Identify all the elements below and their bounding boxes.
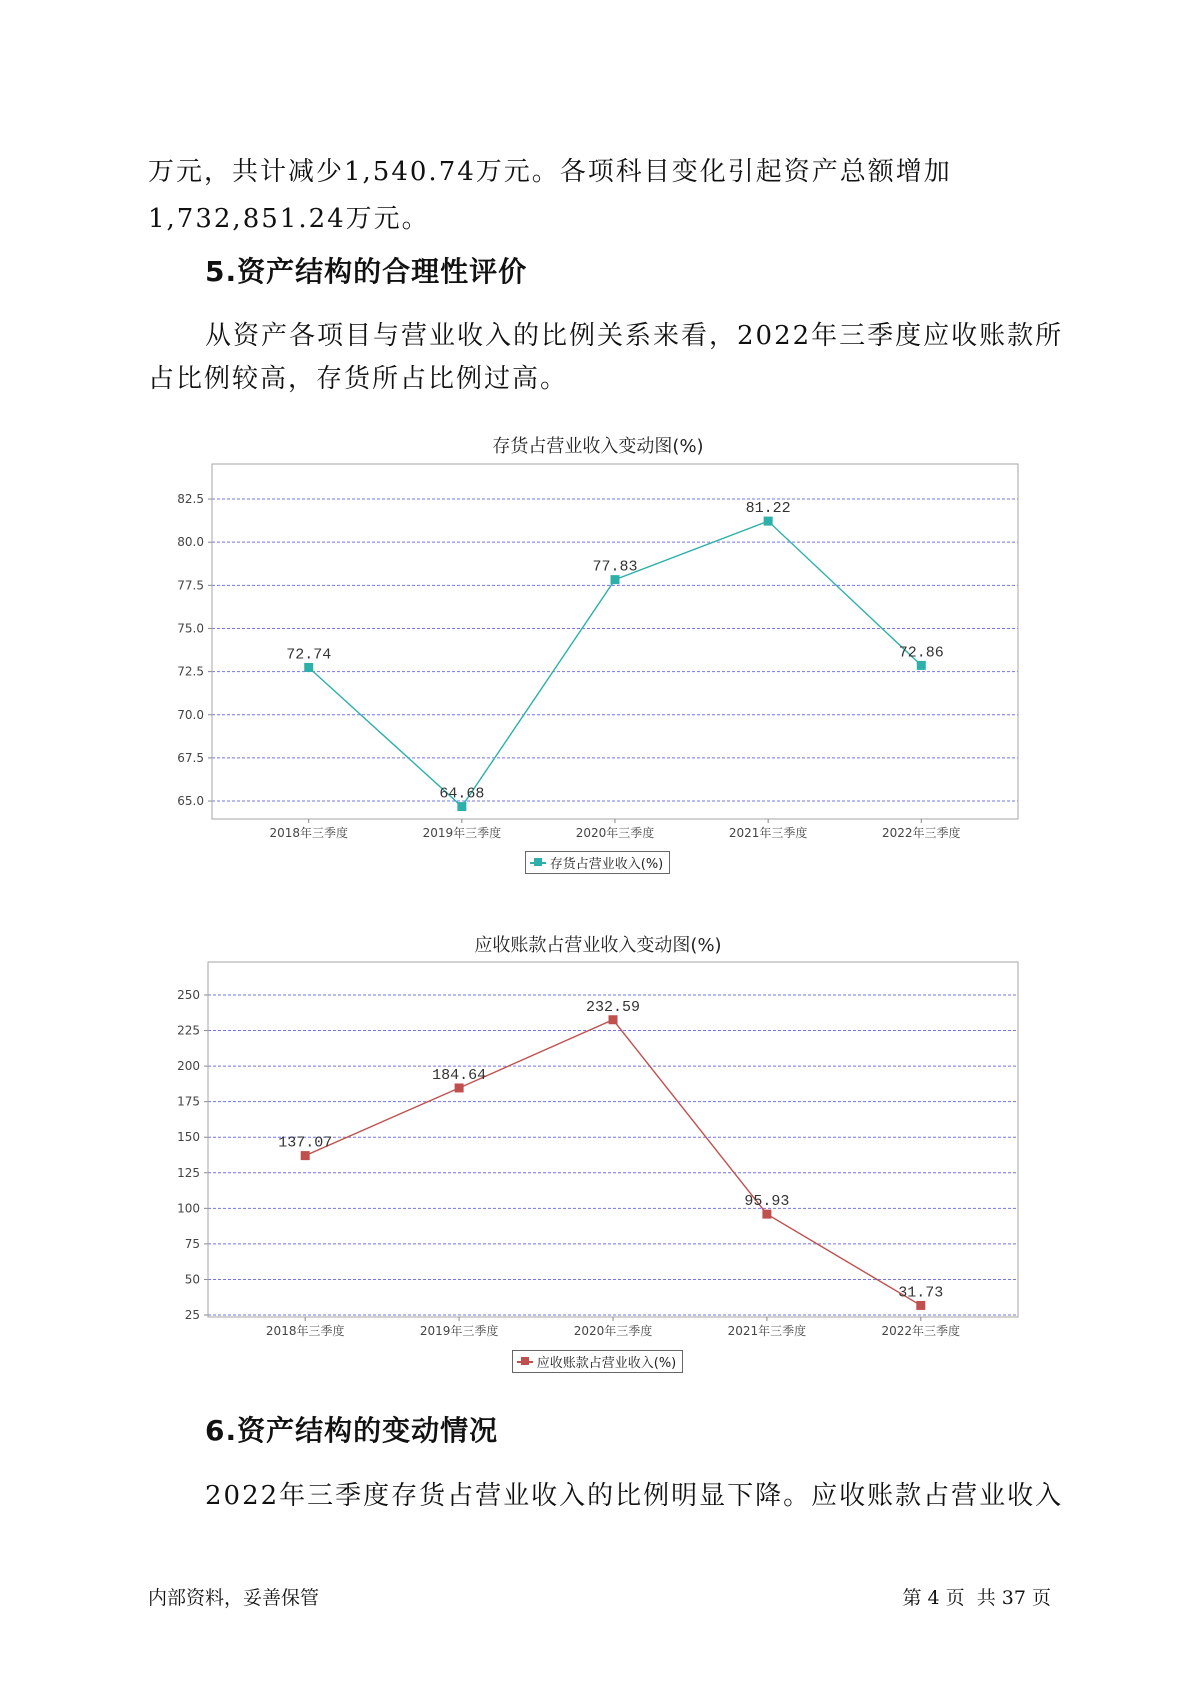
receivables-revenue-ratio-chart [0,955,1191,1345]
footer-confidential-note: 内部资料，妥善保管 [148,1587,320,1609]
data-label: 81.22 [745,500,791,518]
data-point-marker [762,1210,771,1219]
paragraph-line: 1,732,851.24万元。 [148,204,430,234]
y-tick-label: 250 [177,987,200,1002]
y-tick-label: 75 [184,1236,200,1251]
legend-square-swatch [534,858,542,866]
y-tick-label: 125 [177,1165,200,1180]
section-heading: 5.资产结构的合理性评价 [205,255,528,288]
y-tick-label: 175 [177,1094,200,1109]
data-label: 184.64 [432,1066,487,1084]
y-tick-label: 75.0 [177,621,204,636]
y-tick-label: 50 [184,1272,200,1287]
x-tick-label: 2018年三季度 [265,1324,345,1338]
x-tick-label: 2022年三季度 [881,1324,961,1338]
data-label: 31.73 [898,1284,944,1302]
data-label: 137.07 [278,1134,333,1152]
chart-title: 应收账款占营业收入变动图(%) [474,935,722,956]
x-tick-label: 2019年三季度 [422,826,502,840]
y-tick-label: 82.5 [177,492,204,507]
y-tick-label: 70.0 [177,707,204,722]
y-tick-label: 77.5 [177,578,204,593]
y-tick-label: 72.5 [177,664,204,679]
y-tick-label: 65.0 [177,794,204,809]
y-tick-label: 150 [177,1130,200,1145]
legend-square-swatch [521,1357,529,1365]
x-tick-label: 2022年三季度 [882,826,961,840]
y-tick-label: 100 [177,1201,200,1216]
legend-label: 存货占营业收入(%) [549,857,664,872]
y-tick-label: 25 [184,1308,200,1323]
x-tick-label: 2021年三季度 [727,1324,807,1338]
paragraph-line: 从资产各项目与营业收入的比例关系来看，2022年三季度应收账款所 [205,321,1064,351]
x-tick-label: 2018年三季度 [269,826,348,840]
chart-legend-wrapper [150,851,1045,874]
data-label: 64.68 [439,785,485,803]
data-label: 77.83 [592,558,638,576]
data-point-marker [609,1015,618,1024]
x-tick-label: 2021年三季度 [728,826,808,840]
y-tick-label: 80.0 [177,535,204,550]
data-point-marker [304,663,313,672]
legend-series-marker-icon [530,852,546,873]
paragraph-line: 万元，共计减少1,540.74万元。各项科目变化引起资产总额增加 [148,157,952,187]
data-label: 232.59 [585,998,641,1016]
inventory-revenue-ratio-chart [0,455,1191,845]
data-label: 72.74 [286,646,332,664]
data-label: 95.93 [744,1193,790,1211]
data-point-marker [457,802,466,811]
data-point-marker [764,517,773,526]
chart-legend [525,851,671,874]
x-tick-label: 2020年三季度 [573,1324,653,1338]
y-tick-label: 200 [177,1059,200,1074]
data-point-marker [455,1083,464,1092]
x-tick-label: 2020年三季度 [575,826,655,840]
chart-title: 存货占营业收入变动图(%) [492,436,704,457]
y-tick-label: 67.5 [177,750,204,765]
plot-area [212,464,1018,819]
data-point-marker [916,1301,925,1310]
data-point-marker [611,575,620,584]
paragraph-line: 2022年三季度存货占营业收入的比例明显下降。应收账款占营业收入 [205,1481,1064,1511]
footer-page-number: 第 4 页 共 37 页 [902,1587,1051,1609]
y-tick-label: 225 [177,1023,200,1038]
section-heading: 6.资产结构的变动情况 [205,1414,499,1447]
data-label: 72.86 [898,644,944,662]
legend-label: 应收账款占营业收入(%) [536,1356,677,1371]
legend-series-marker-icon [517,1351,533,1372]
x-tick-label: 2019年三季度 [419,1324,499,1338]
paragraph-line: 占比例较高，存货所占比例过高。 [148,364,569,394]
data-point-marker [917,661,926,670]
chart-legend [512,1350,684,1373]
data-point-marker [301,1151,310,1160]
chart-legend-wrapper [150,1350,1045,1373]
